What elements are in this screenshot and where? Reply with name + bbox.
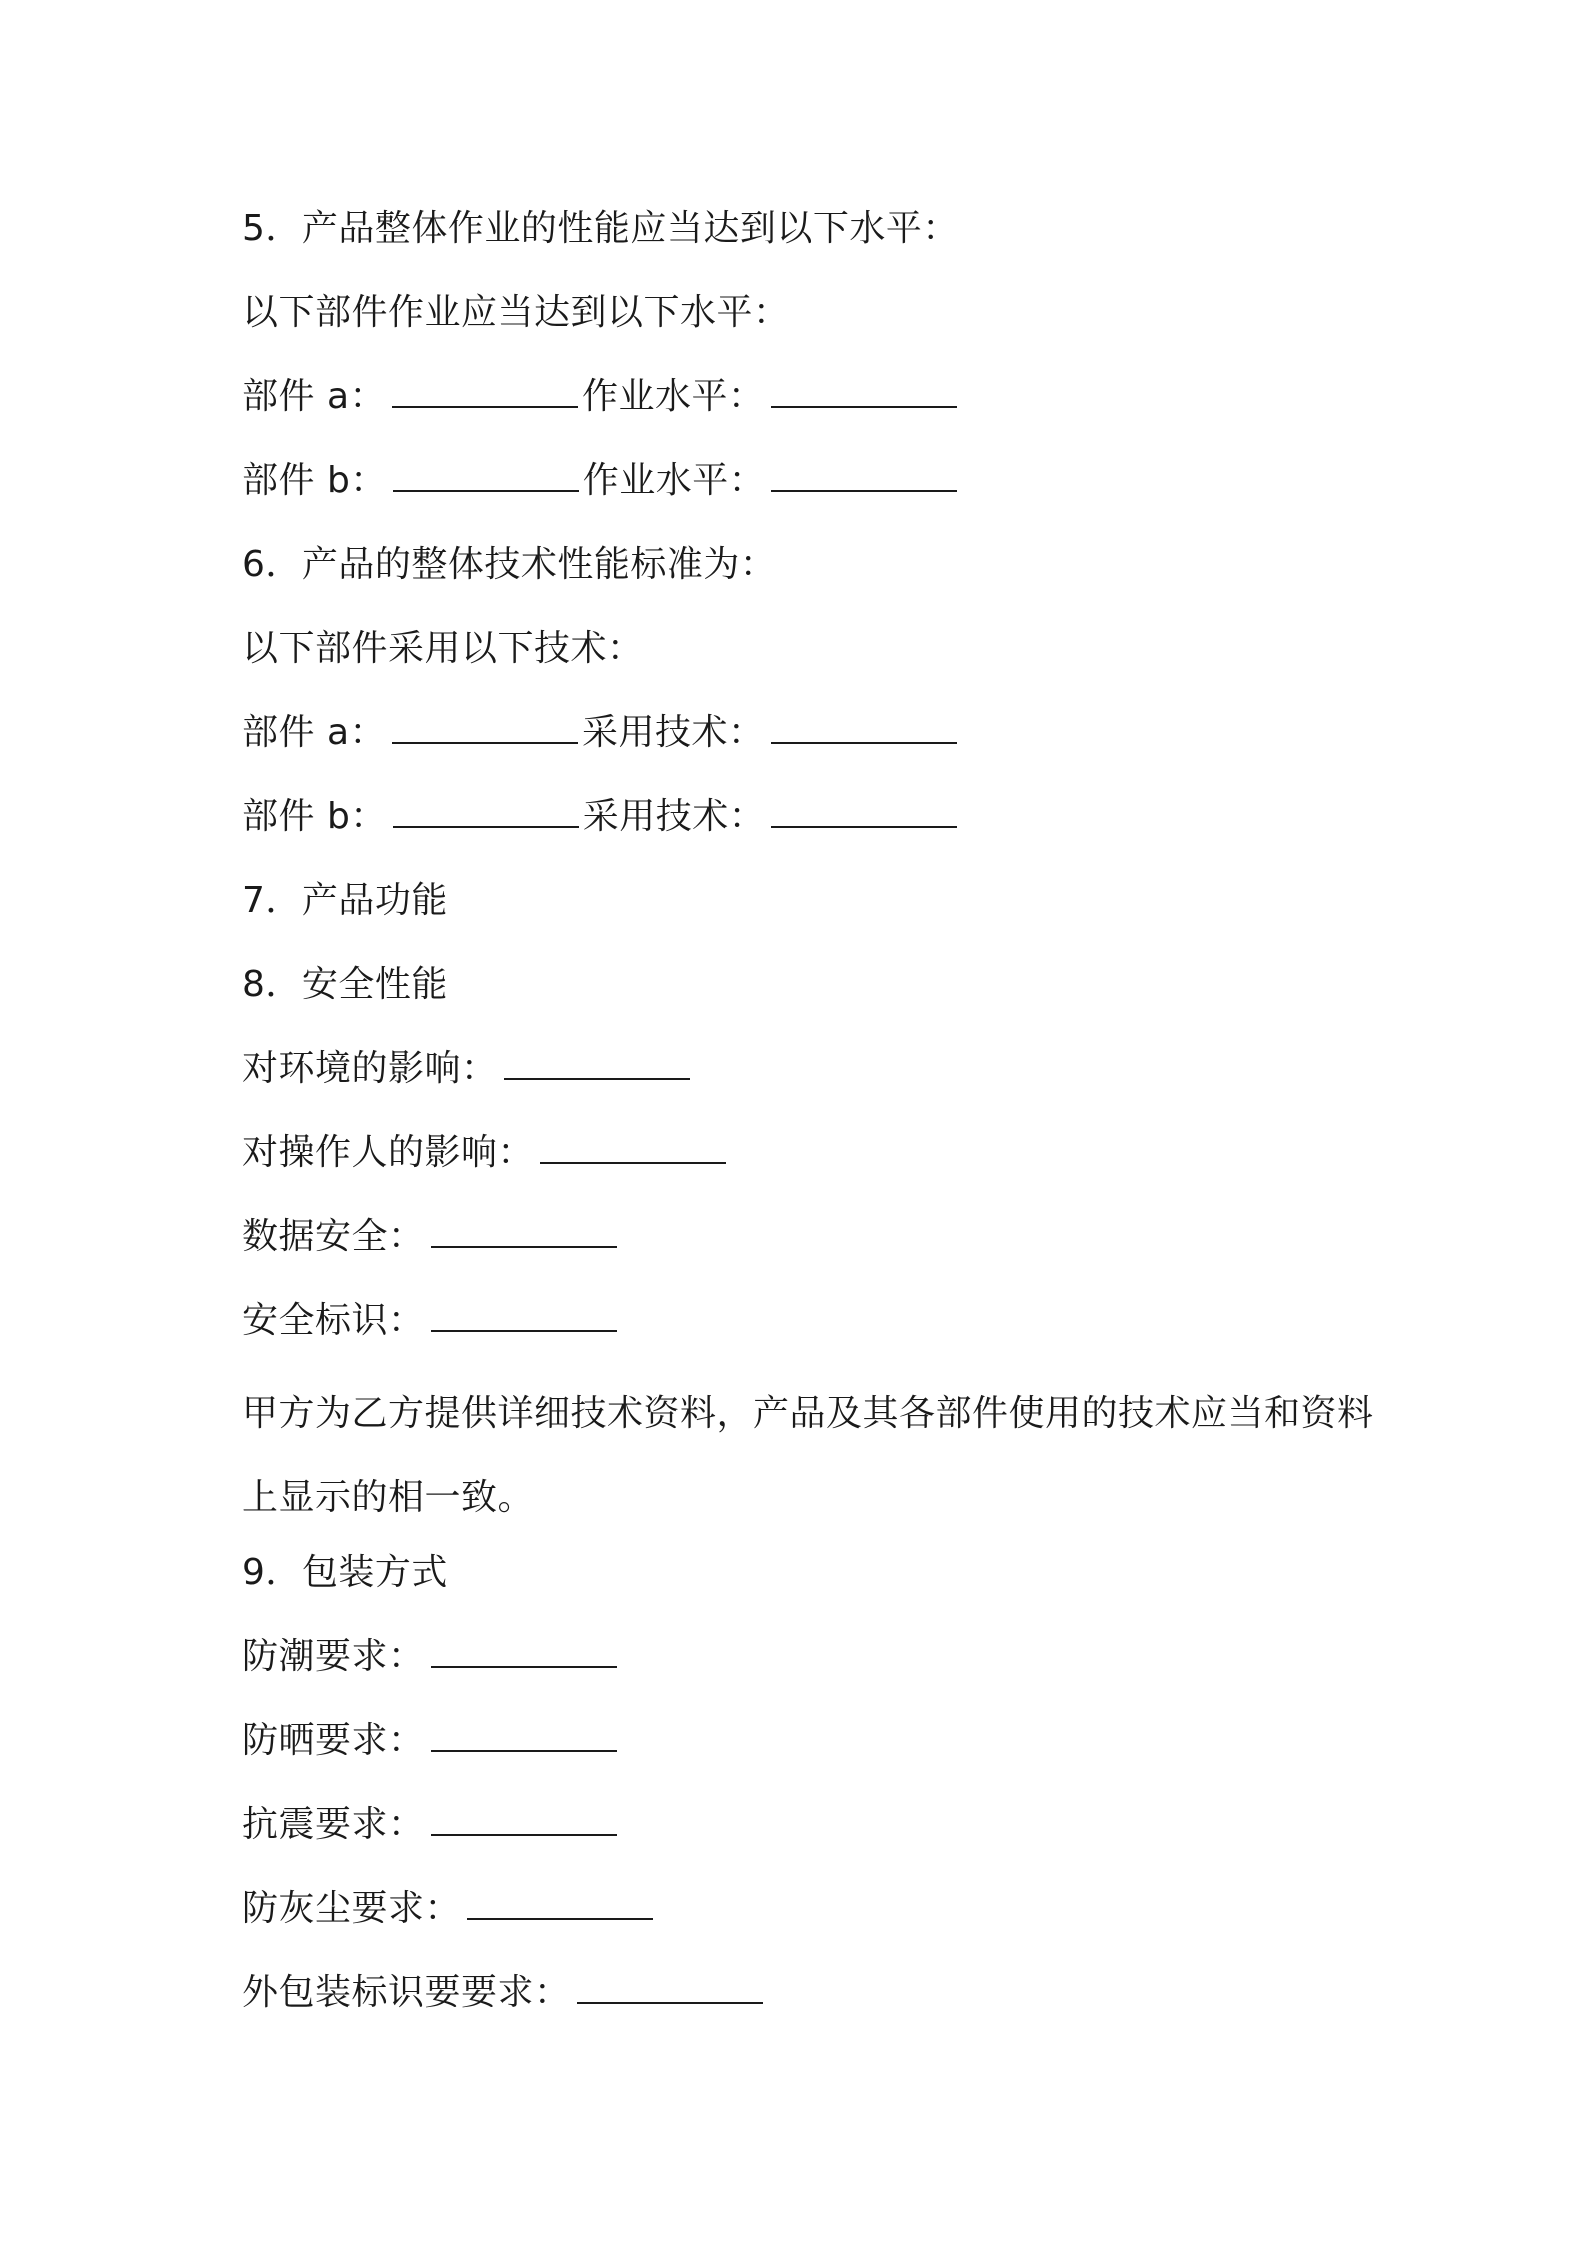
environment-impact-label: 对环境的影响： xyxy=(242,1048,498,1089)
part-a-blank[interactable] xyxy=(392,364,578,408)
section-6-heading-text: 6．产品的整体技术性能标准为： xyxy=(242,544,777,585)
part-b-performance-row xyxy=(242,448,1382,532)
operator-impact-row xyxy=(242,1120,1382,1204)
operator-impact-label: 对操作人的影响： xyxy=(242,1132,535,1173)
part-a-performance-blank[interactable] xyxy=(771,364,957,408)
part-b-blank[interactable] xyxy=(393,784,579,828)
safety-marking-label: 安全标识： xyxy=(242,1300,425,1341)
section-8-heading-text: 8．安全性能 xyxy=(242,964,448,1005)
parts-performance-intro-text: 以下部件作业应当达到以下水平： xyxy=(242,292,790,333)
outer-packaging-marking-row xyxy=(242,1960,1382,2044)
operator-impact-blank[interactable] xyxy=(540,1120,726,1164)
data-security-label: 数据安全： xyxy=(242,1216,425,1257)
dust-proof-label: 防灰尘要求： xyxy=(242,1888,462,1929)
performance-level-label: 作业水平： xyxy=(582,376,765,417)
environment-impact-row xyxy=(242,1036,1382,1120)
part-b-label: 部件 b： xyxy=(242,460,387,501)
part-a-label: 部件 a： xyxy=(242,712,387,753)
parts-performance-intro xyxy=(242,280,1382,364)
dust-proof-blank[interactable] xyxy=(467,1876,653,1920)
section-9-heading-text: 9．包装方式 xyxy=(242,1552,448,1593)
dust-proof-row xyxy=(242,1876,1382,1960)
part-a-label: 部件 a： xyxy=(242,376,387,417)
shock-proof-label: 抗震要求： xyxy=(242,1804,425,1845)
section-5-heading xyxy=(242,196,1382,280)
technology-label: 采用技术： xyxy=(582,796,766,837)
section-5-heading-text: 5．产品整体作业的性能应当达到以下水平： xyxy=(242,208,959,249)
part-a-blank[interactable] xyxy=(392,700,578,744)
section-6-heading xyxy=(242,532,1382,616)
technology-label: 采用技术： xyxy=(582,712,765,753)
part-a-performance-row xyxy=(242,364,1382,448)
performance-level-label: 作业水平： xyxy=(582,460,766,501)
part-b-blank[interactable] xyxy=(393,448,579,492)
section-8-heading xyxy=(242,952,1382,1036)
shock-proof-row xyxy=(242,1792,1382,1876)
data-security-row xyxy=(242,1204,1382,1288)
technical-materials-paragraph xyxy=(242,1372,1382,1540)
part-b-label: 部件 b： xyxy=(242,796,387,837)
part-a-technology-row xyxy=(242,700,1382,784)
environment-impact-blank[interactable] xyxy=(504,1036,690,1080)
moisture-proof-label: 防潮要求： xyxy=(242,1636,425,1677)
sun-proof-label: 防晒要求： xyxy=(242,1720,425,1761)
shock-proof-blank[interactable] xyxy=(431,1792,617,1836)
part-b-performance-blank[interactable] xyxy=(771,448,957,492)
part-b-technology-row xyxy=(242,784,1382,868)
section-7-heading-text: 7．产品功能 xyxy=(242,880,448,921)
section-9-heading xyxy=(242,1540,1382,1624)
sun-proof-blank[interactable] xyxy=(431,1708,617,1752)
data-security-blank[interactable] xyxy=(431,1204,617,1248)
section-7-heading xyxy=(242,868,1382,952)
technical-materials-text: 甲方为乙方提供详细技术资料，产品及其各部件使用的技术应当和资料上显示的相一致。 xyxy=(242,1393,1374,1518)
sun-proof-row xyxy=(242,1708,1382,1792)
safety-marking-row xyxy=(242,1288,1382,1372)
moisture-proof-blank[interactable] xyxy=(431,1624,617,1668)
outer-packaging-marking-label: 外包装标识要要求： xyxy=(242,1972,571,2013)
parts-technology-intro xyxy=(242,616,1382,700)
safety-marking-blank[interactable] xyxy=(431,1288,617,1332)
part-b-technology-blank[interactable] xyxy=(771,784,957,828)
outer-packaging-marking-blank[interactable] xyxy=(577,1960,763,2004)
part-a-technology-blank[interactable] xyxy=(771,700,957,744)
moisture-proof-row xyxy=(242,1624,1382,1708)
parts-technology-intro-text: 以下部件采用以下技术： xyxy=(242,628,644,669)
document-body xyxy=(242,196,1382,2044)
